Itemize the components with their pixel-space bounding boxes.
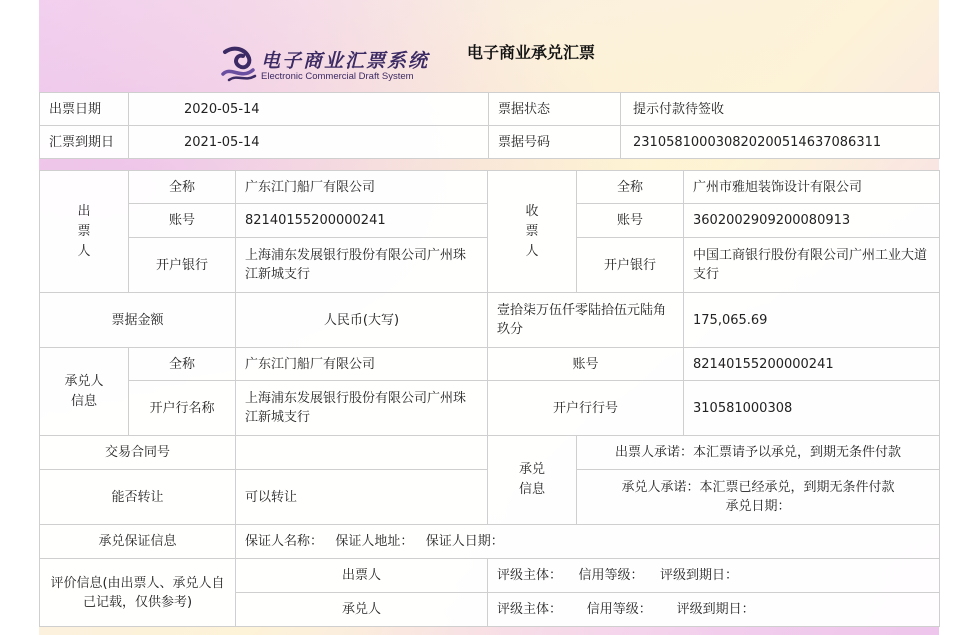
acceptance-date-label: 承兑日期：	[725, 499, 791, 514]
logo-en-text: Electronic Commercial Draft System	[261, 71, 414, 82]
page-title: 电子商业承兑汇票	[467, 43, 596, 62]
amount-in-figures: 175,065.69	[684, 293, 940, 348]
payee-label	[488, 171, 577, 293]
drawer-label-line: 票	[77, 223, 91, 239]
summary-table	[39, 92, 940, 159]
contract-value	[236, 436, 488, 470]
summary-row-1	[40, 93, 940, 126]
guarantee-label: 承兑保证信息	[40, 525, 236, 559]
drawer-bank-value: 上海浦东发展银行股份有限公司广州珠江新城支行	[236, 238, 488, 293]
bill-header	[39, 0, 939, 92]
acceptor-bank-no-value: 310581000308	[684, 381, 940, 436]
drawer-label-line: 人	[77, 243, 91, 259]
rating-label: 评价信息(由出票人、承兑人自己记载，仅供参考)	[40, 559, 236, 627]
status-label: 票据状态	[489, 93, 621, 126]
ecds-logo-icon	[219, 44, 259, 84]
rating-acceptor-value: 评级主体： 信用等级： 评级到期日：	[488, 593, 940, 627]
drawer-account-label: 账号	[129, 204, 236, 238]
acceptance-label	[488, 436, 577, 525]
payee-name-value: 广州市雅旭装饰设计有限公司	[684, 171, 940, 204]
rating-acceptor-label: 承兑人	[236, 593, 488, 627]
rating-drawer-label: 出票人	[236, 559, 488, 593]
acceptor-name-value: 广东江门船厂有限公司	[236, 348, 488, 381]
acceptor-name-label: 全称	[129, 348, 236, 381]
acceptor-row-bank	[40, 381, 940, 436]
payee-bank-label: 开户银行	[577, 238, 684, 293]
rating-row-drawer	[40, 559, 940, 593]
drawer-label-line: 出	[77, 203, 91, 219]
transfer-value: 可以转让	[236, 470, 488, 525]
rating-drawer-value: 评级主体： 信用等级： 评级到期日：	[488, 559, 940, 593]
acceptor-bank-name-value: 上海浦东发展银行股份有限公司广州珠江新城支行	[236, 381, 488, 436]
drawer-promise: 出票人承诺：本汇票请予以承兑，到期无条件付款	[577, 436, 940, 470]
acceptor-account-value: 82140155200000241	[684, 348, 940, 381]
amount-row	[40, 293, 940, 348]
payee-name-label: 全称	[577, 171, 684, 204]
acceptor-label	[40, 348, 129, 436]
payee-account-value: 3602002909200080913	[684, 204, 940, 238]
issue-date-label: 出票日期	[40, 93, 129, 126]
drawer-account-value: 82140155200000241	[236, 204, 488, 238]
party-row-name	[40, 171, 940, 204]
drawer-bank-label: 开户银行	[129, 238, 236, 293]
drawer-name-value: 广东江门船厂有限公司	[236, 171, 488, 204]
acceptor-label-line: 承兑人	[64, 373, 104, 389]
summary-row-2	[40, 126, 940, 159]
due-date-label: 汇票到期日	[40, 126, 129, 159]
payee-label-line: 票	[525, 223, 539, 239]
amount-label: 票据金额	[40, 293, 236, 348]
status-value: 提示付款待签收	[621, 93, 940, 126]
acceptor-label-line: 信息	[70, 393, 97, 409]
acceptor-account-label: 账号	[488, 348, 684, 381]
acceptor-promise-line: 承兑人承诺：本汇票已经承兑，到期无条件付款	[621, 480, 895, 495]
acceptor-row-name	[40, 348, 940, 381]
bill-page	[39, 0, 939, 635]
bill-no-value: 231058100030820200514637086311	[621, 126, 940, 159]
guarantee-value: 保证人名称： 保证人地址： 保证人日期：	[236, 525, 940, 559]
acceptance-label-line: 承兑	[518, 462, 545, 477]
drawer-name-label: 全称	[129, 171, 236, 204]
drawer-label	[40, 171, 129, 293]
issue-date-value: 2020-05-14	[129, 93, 489, 126]
bill-detail-table	[39, 170, 940, 627]
transfer-label: 能否转让	[40, 470, 236, 525]
system-logo	[219, 44, 449, 88]
acceptor-bank-no-label: 开户行行号	[488, 381, 684, 436]
logo-cn-text: 电子商业汇票系统	[261, 50, 430, 72]
bill-no-label: 票据号码	[489, 126, 621, 159]
acceptor-promise	[577, 470, 940, 525]
due-date-value: 2021-05-14	[129, 126, 489, 159]
acceptance-label-line: 信息	[518, 482, 545, 497]
acceptor-bank-name-label: 开户行名称	[129, 381, 236, 436]
payee-label-line: 人	[525, 243, 539, 259]
contract-row	[40, 436, 940, 470]
guarantee-row	[40, 525, 940, 559]
contract-label: 交易合同号	[40, 436, 236, 470]
payee-account-label: 账号	[577, 204, 684, 238]
amount-in-words: 壹拾柒万伍仟零陆拾伍元陆角玖分	[488, 293, 684, 348]
payee-label-line: 收	[525, 203, 539, 219]
amount-currency-label: 人民币(大写)	[236, 293, 488, 348]
payee-bank-value: 中国工商银行股份有限公司广州工业大道支行	[684, 238, 940, 293]
